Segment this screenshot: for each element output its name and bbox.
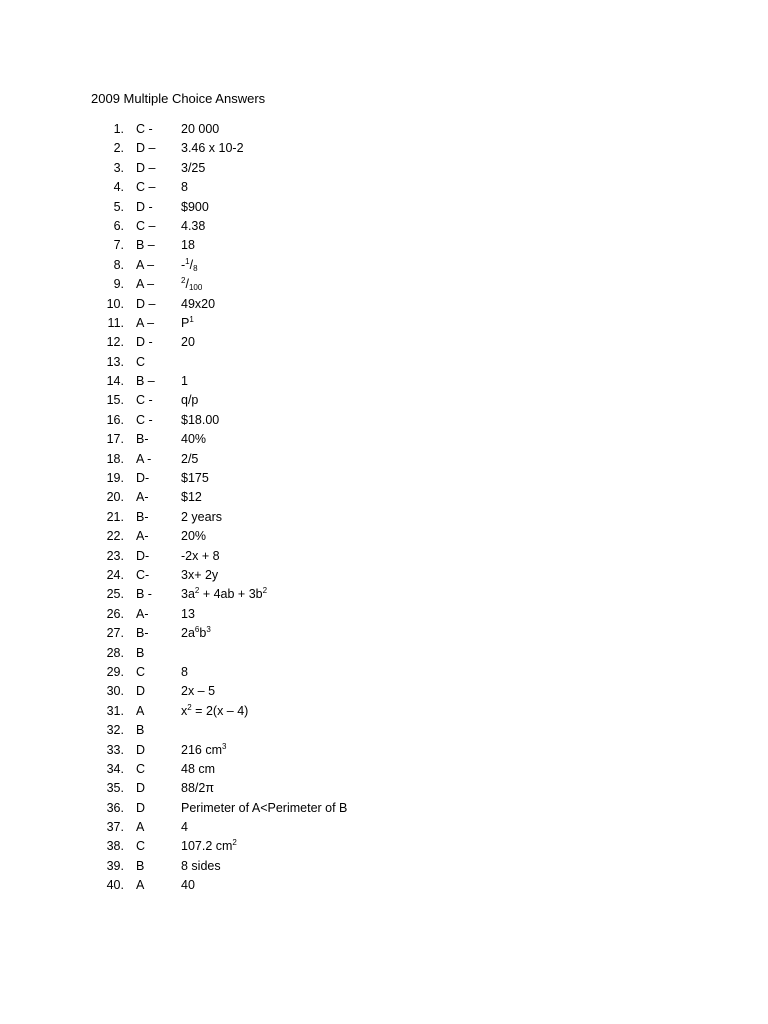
list-item <box>0 741 768 760</box>
answer-letter: B – <box>136 374 155 389</box>
answer-value-part: q/p <box>181 393 199 408</box>
answer-value-part: 48 cm <box>181 761 216 776</box>
list-item <box>0 624 768 643</box>
answer-value-part: 2/5 <box>181 451 199 466</box>
list-item <box>0 430 768 449</box>
answer-value <box>181 488 202 507</box>
answer-value <box>181 159 205 178</box>
question-number: 25. <box>106 587 124 602</box>
answer-value-part: 2 <box>187 702 192 712</box>
answer-value <box>181 527 206 546</box>
answer-value-part: 20 <box>181 335 195 350</box>
answer-value-part: Perimeter of A<Perimeter of B <box>181 800 348 815</box>
list-item <box>0 450 768 469</box>
list-item <box>0 139 768 158</box>
question-number: 10. <box>106 296 124 311</box>
answer-value <box>181 876 195 895</box>
answer-value <box>181 702 248 721</box>
answer-letter: D - <box>136 335 153 350</box>
question-number: 3. <box>113 160 124 175</box>
answer-letter: C - <box>136 122 153 136</box>
answer-value-part: 2 years <box>181 509 222 524</box>
answer-letter: A- <box>136 606 149 621</box>
list-item <box>0 488 768 507</box>
answer-letter: C <box>136 664 146 679</box>
answer-value-part: x <box>181 703 188 718</box>
answer-letter: D <box>136 742 146 757</box>
question-number: 34. <box>106 761 124 776</box>
answer-list <box>0 120 768 896</box>
answer-value <box>181 469 209 488</box>
answer-letter: D- <box>136 471 150 486</box>
answer-value <box>181 624 211 643</box>
question-number: 16. <box>106 412 124 427</box>
answer-letter: C - <box>136 412 153 427</box>
answer-letter: B <box>136 723 145 738</box>
question-number: 13. <box>106 354 124 369</box>
answer-value-part: 1 <box>189 314 194 324</box>
list-item <box>0 799 768 818</box>
answer-value <box>181 391 198 410</box>
list-item <box>0 663 768 682</box>
answer-value <box>181 799 347 818</box>
question-number: 32. <box>106 723 124 738</box>
answer-value <box>181 760 215 779</box>
list-item <box>0 120 768 139</box>
answer-value <box>181 585 267 604</box>
answer-value <box>181 605 195 624</box>
answer-value-part: 3a <box>181 587 195 602</box>
answer-value <box>181 372 188 391</box>
answer-value-part: 2 <box>262 586 268 596</box>
question-number: 21. <box>106 509 124 524</box>
answer-value-part: 3 <box>222 741 227 751</box>
answer-value <box>181 566 218 585</box>
answer-letter: A <box>136 878 145 893</box>
answer-value-part: b <box>199 626 207 641</box>
answer-value <box>181 139 244 158</box>
answer-value-part: $18.00 <box>181 412 220 427</box>
answer-letter: A- <box>136 490 149 505</box>
question-number: 4. <box>113 180 124 195</box>
answer-letter: D <box>136 684 146 699</box>
answer-letter: D – <box>136 160 156 175</box>
answer-letter: A – <box>136 257 155 272</box>
answer-value-part: 6 <box>194 625 200 635</box>
list-item <box>0 721 768 740</box>
answer-value-part: 4.38 <box>181 218 206 233</box>
answer-value <box>181 430 206 449</box>
answer-letter: C <box>136 354 146 369</box>
answer-value-part: - <box>181 257 186 272</box>
list-item <box>0 760 768 779</box>
answer-value <box>181 682 215 701</box>
list-item <box>0 857 768 876</box>
question-number: 2. <box>113 141 124 156</box>
list-item <box>0 314 768 333</box>
question-number: 23. <box>106 548 124 563</box>
answer-letter: B <box>136 858 145 873</box>
answer-value-part: 3.46 x 10-2 <box>181 141 244 156</box>
question-number: 38. <box>106 839 124 854</box>
answer-value-part: 3/25 <box>181 160 206 175</box>
answer-value <box>181 178 188 197</box>
answer-value-part: / <box>185 277 189 292</box>
answer-value-part: + 4ab + 3b <box>199 587 263 602</box>
list-item <box>0 644 768 663</box>
answer-value <box>181 256 198 275</box>
question-number: 26. <box>106 606 124 621</box>
list-item <box>0 702 768 721</box>
answer-value-part: $900 <box>181 199 209 214</box>
list-item <box>0 333 768 352</box>
question-number: 37. <box>106 820 124 835</box>
answer-value-part: = 2(x – 4) <box>191 703 249 718</box>
answer-value <box>181 295 215 314</box>
answer-letter: B <box>136 645 145 660</box>
answer-value <box>181 508 222 527</box>
question-number: 24. <box>106 567 124 582</box>
answer-value <box>181 818 188 837</box>
answer-letter: A – <box>136 277 155 292</box>
list-item <box>0 159 768 178</box>
answer-value-part: 88/2π <box>181 781 214 796</box>
list-item <box>0 353 768 372</box>
answer-value <box>181 217 205 236</box>
list-item <box>0 178 768 197</box>
list-item <box>0 372 768 391</box>
answer-letter: C – <box>136 218 156 233</box>
answer-letter: B- <box>136 626 149 641</box>
question-number: 28. <box>106 645 124 660</box>
question-number: 35. <box>106 781 124 796</box>
question-number: 11. <box>107 315 124 330</box>
answer-value-part: 8 <box>193 263 198 273</box>
answer-letter: D- <box>136 548 150 563</box>
list-item <box>0 411 768 430</box>
answer-value-part: 107.2 cm <box>181 839 233 854</box>
answer-value <box>181 333 195 352</box>
answer-value <box>181 779 214 798</box>
answer-letter: B- <box>136 432 149 447</box>
answer-value <box>181 236 195 255</box>
question-number: 7. <box>113 238 124 253</box>
answer-value-part: 40 <box>181 878 195 893</box>
question-number: 36. <box>106 800 124 815</box>
list-item <box>0 217 768 236</box>
list-item <box>0 566 768 585</box>
list-item <box>0 198 768 217</box>
question-number: 22. <box>106 529 124 544</box>
question-number: 19. <box>106 471 124 486</box>
answer-letter: A - <box>136 451 152 466</box>
answer-value-part: P <box>181 315 190 330</box>
list-item <box>0 547 768 566</box>
answer-value <box>181 275 202 294</box>
answer-value-part: 2 <box>232 838 237 848</box>
answer-value <box>181 663 188 682</box>
list-item <box>0 779 768 798</box>
answer-letter: A – <box>136 315 155 330</box>
answer-value-part: 2 <box>181 276 186 286</box>
answer-value <box>181 857 221 876</box>
question-number: 20. <box>106 490 124 505</box>
question-number: 40. <box>106 878 124 893</box>
answer-letter: A <box>136 703 145 718</box>
answer-value <box>181 837 237 856</box>
question-number: 18. <box>106 451 124 466</box>
answer-value-part: 2x – 5 <box>181 684 216 699</box>
answer-value-part: 100 <box>188 283 203 293</box>
answer-value-part: 216 cm <box>181 742 222 757</box>
answer-value-part: 13 <box>181 606 195 621</box>
answer-letter: C – <box>136 180 156 195</box>
question-number: 6. <box>113 218 124 233</box>
list-item <box>0 605 768 624</box>
question-number: 39. <box>106 858 124 873</box>
question-number: 5. <box>113 199 124 214</box>
answer-letter: C- <box>136 567 150 582</box>
list-item <box>0 275 768 294</box>
list-item <box>0 818 768 837</box>
answer-value-part: 3x+ 2y <box>181 567 219 582</box>
list-item <box>0 585 768 604</box>
answer-value <box>181 450 198 469</box>
answer-value-part: 20% <box>181 529 207 544</box>
answer-value <box>181 741 226 760</box>
answer-value <box>181 120 219 139</box>
list-item <box>0 682 768 701</box>
answer-value-part: $175 <box>181 471 209 486</box>
answer-value-part: $12 <box>181 490 202 505</box>
answer-letter: B – <box>136 238 155 253</box>
question-number: 27. <box>106 626 124 641</box>
list-item <box>0 508 768 527</box>
answer-letter: B- <box>136 509 149 524</box>
answer-value-part: / <box>189 257 194 272</box>
question-number: 15. <box>106 393 124 408</box>
question-number: 8. <box>113 257 124 272</box>
answer-value <box>181 411 219 430</box>
question-number: 12. <box>106 335 124 350</box>
list-item <box>0 527 768 546</box>
answer-value-part: 20 000 <box>181 122 220 136</box>
answer-letter: D - <box>136 199 153 214</box>
list-item <box>0 236 768 255</box>
answer-value-part: 49x20 <box>181 296 216 311</box>
list-item <box>0 256 768 275</box>
question-number: 33. <box>106 742 124 757</box>
answer-value-part: 8 <box>181 180 188 195</box>
list-item <box>0 469 768 488</box>
answer-letter: A <box>136 820 145 835</box>
answer-value-part: 4 <box>181 820 188 835</box>
answer-value-part: 8 <box>181 664 188 679</box>
list-item <box>0 391 768 410</box>
question-number: 30. <box>106 684 124 699</box>
question-number: 29. <box>106 664 124 679</box>
answer-letter: C - <box>136 393 153 408</box>
list-item <box>0 837 768 856</box>
answer-letter: D <box>136 800 146 815</box>
answer-value-part: -2x + 8 <box>181 548 220 563</box>
question-number: 1. <box>113 122 124 136</box>
answer-value-part: 18 <box>181 238 195 253</box>
list-item <box>0 876 768 895</box>
answer-value <box>181 198 209 217</box>
answer-letter: D <box>136 781 146 796</box>
answer-value-part: 1 <box>181 374 188 389</box>
answer-letter: B - <box>136 587 152 602</box>
answer-letter: D – <box>136 296 156 311</box>
answer-letter: C <box>136 761 146 776</box>
question-number: 9. <box>113 277 124 292</box>
page-title: 2009 Multiple Choice Answers <box>91 91 266 106</box>
answer-value-part: 2 <box>194 586 200 596</box>
answer-value-part: 40% <box>181 432 207 447</box>
question-number: 31. <box>106 703 124 718</box>
answer-value <box>181 314 194 333</box>
list-item <box>0 295 768 314</box>
answer-value-part: 1 <box>185 256 190 266</box>
answer-letter: C <box>136 839 146 854</box>
answer-value <box>181 547 220 566</box>
answer-value-part: 3 <box>206 625 211 635</box>
answer-letter: A- <box>136 529 149 544</box>
question-number: 17. <box>106 432 124 447</box>
answer-value-part: 2a <box>181 626 195 641</box>
question-number: 14. <box>106 374 124 389</box>
answer-letter: D – <box>136 141 156 156</box>
answer-value-part: 8 sides <box>181 858 221 873</box>
